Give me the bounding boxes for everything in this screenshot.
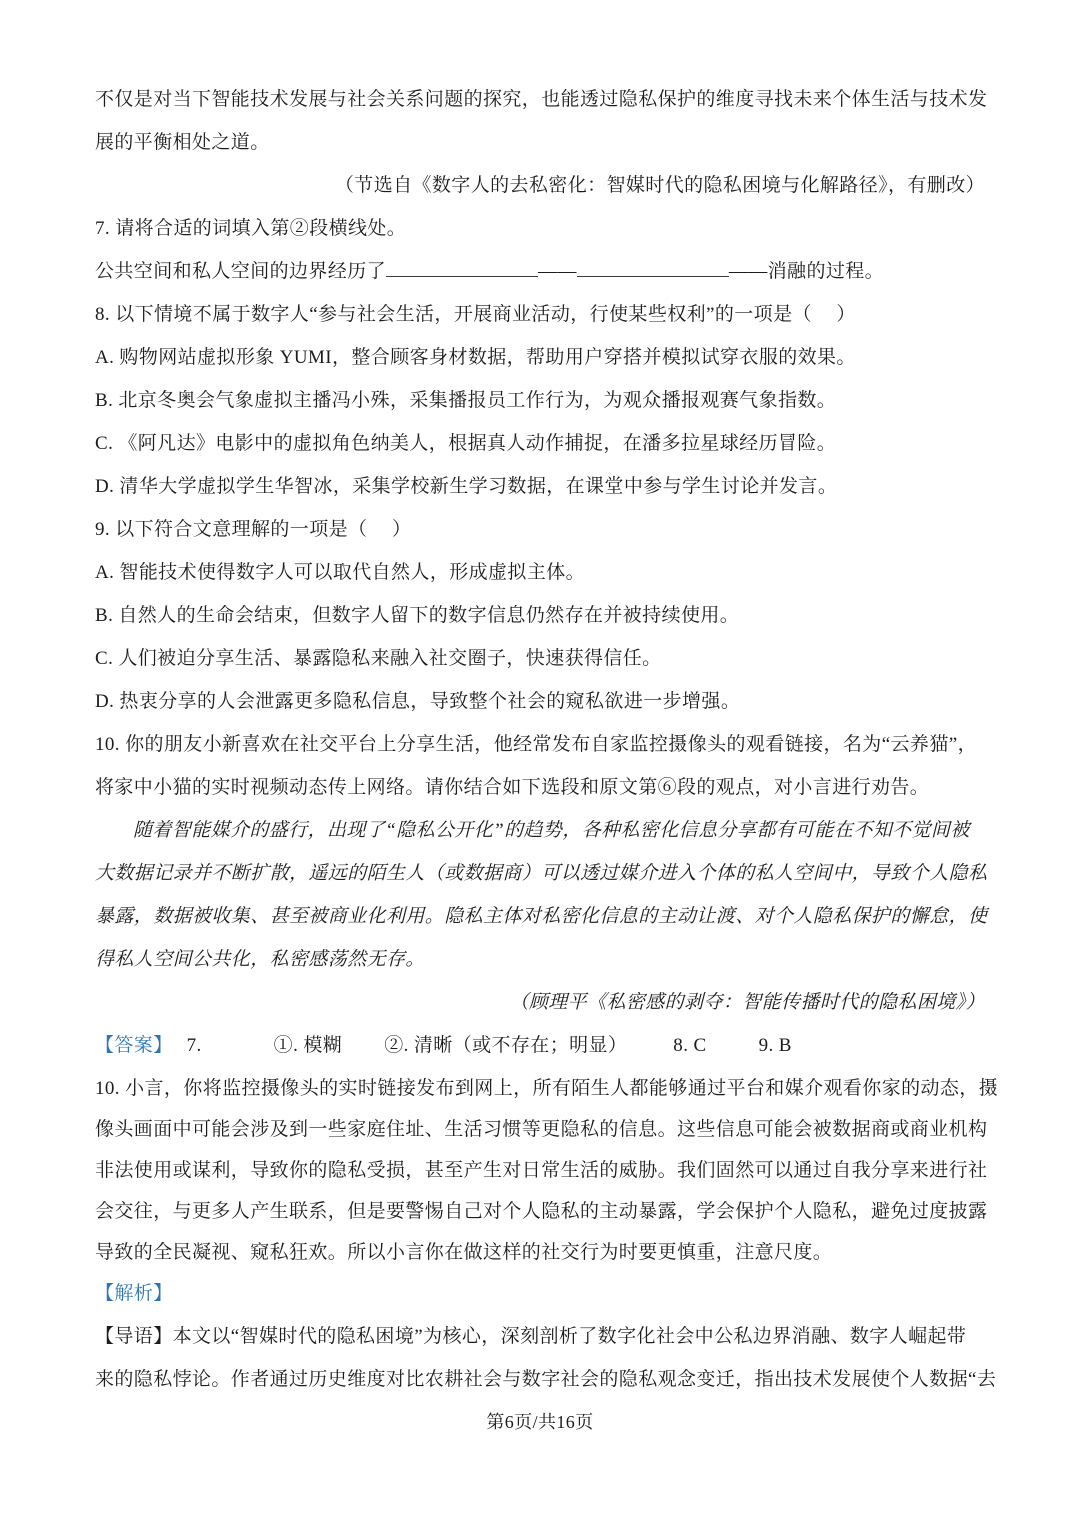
- analysis-label: 【解析】: [95, 1283, 173, 1304]
- question-8-option-a: A. 购物网站虚拟形象 YUMI，整合顾客身材数据，帮助用户穿搭并模拟试穿衣服的效果。: [95, 347, 856, 368]
- question-7-prompt: 7. 请将合适的词填入第②段横线处。: [95, 218, 407, 239]
- answer-key-line: [95, 1032, 985, 1075]
- question-10-stem-line: 将家中小猫的实时视频动态传上网络。请你结合如下选段和原文第⑥段的观点，对小言进行劝告。: [95, 777, 930, 798]
- question-9-option-b: B. 自然人的生命会结束，但数字人留下的数字信息仍然存在并被持续使用。: [95, 605, 740, 626]
- question-8-option-c: C. 《阿凡达》电影中的虚拟角色纳美人，根据真人动作捕捉，在潘多拉星球经历冒险。: [95, 433, 837, 454]
- answer-q8: 8. C: [673, 1035, 707, 1056]
- answer-10-line: 导致的全民凝视、窥私狂欢。所以小言你在做这样的社交行为时要更慎重，注意尺度。: [95, 1242, 833, 1263]
- answer-blank-1: [386, 258, 538, 277]
- quote-line: 随着智能媒介的盛行，出现了“隐私公开化”的趋势，各种私密化信息分享都有可能在不知不觉间被: [133, 820, 970, 841]
- question-9-option-a: A. 智能技术使得数字人可以取代自然人，形成虚拟主体。: [95, 562, 586, 583]
- page-number-footer: 第6页/共16页: [486, 1412, 594, 1432]
- passage-source: （节选自《数字人的去私密化：智媒时代的隐私困境与化解路径》，有删改）: [334, 175, 985, 196]
- answer-10-paragraph: [95, 1075, 999, 1280]
- analysis-label-line: [95, 1280, 985, 1323]
- question-9-stem: 9. 以下符合文意理解的一项是（ ）: [95, 519, 412, 540]
- daoyu-line: 来的隐私悖论。作者通过历史维度对比农耕社会与数字社会的隐私观念变迁，指出技术发展使个人数据“去: [95, 1369, 997, 1390]
- passage-line: 展的平衡相处之道。: [95, 132, 270, 153]
- answer-10-line: 10. 小言，你将监控摄像头的实时链接发布到网上，所有陌生人都能够通过平台和媒介观看你家的动态，摄: [95, 1078, 999, 1099]
- answer-10-line: 会交往，与更多人产生联系，但是要警惕自己对个人隐私的主动暴露，学会保护个人隐私，避免过度披露: [95, 1201, 988, 1222]
- answer-q9: 9. B: [758, 1035, 792, 1056]
- answer-q7-number: 7.: [186, 1035, 202, 1056]
- passage-line: 不仅是对当下智能技术发展与社会关系问题的探究，也能透过隐私保护的维度寻找未来个体生活与技术发: [95, 89, 988, 110]
- question-8-stem: 8. 以下情境不属于数字人“参与社会生活，开展商业活动，行使某些权利”的一项是（ ）: [95, 304, 856, 325]
- dash-separator: ——: [538, 261, 577, 283]
- quote-line: 暴露，数据被收集、甚至被商业化利用。隐私主体对私密化信息的主动让渡、对个人隐私保护的懈怠，使: [95, 906, 988, 927]
- question-9-option-d: D. 热衷分享的人会泄露更多隐私信息，导致整个社会的窥私欲进一步增强。: [95, 691, 741, 712]
- answer-10-line: 像头画面中可能会涉及到一些家庭住址、生活习惯等更隐私的信息。这些信息可能会被数据商或商业机构: [95, 1119, 988, 1140]
- question-9-option-c: C. 人们被迫分享生活、暴露隐私来融入社交圈子，快速获得信任。: [95, 648, 662, 669]
- answer-blank-2: [577, 258, 729, 277]
- question-8-option-b: B. 北京冬奥会气象虚拟主播冯小殊，采集播报员工作行为，为观众播报观赛气象指数。: [95, 390, 837, 411]
- quote-line: 大数据记录并不断扩散，遥远的陌生人（或数据商）可以透过媒介进入个体的私人空间中，导致个人隐私: [95, 863, 988, 884]
- question-7-fill-line: [95, 258, 985, 301]
- answer-q7-blank1: ①. 模糊: [273, 1035, 343, 1056]
- fill-line-prefix: 公共空间和私人空间的边界经历了: [95, 261, 387, 283]
- answer-label: 【答案】: [95, 1035, 173, 1056]
- quote-line: 得私人空间公共化，私密感荡然无存。: [95, 949, 425, 970]
- fill-line-suffix: 消融的过程。: [767, 261, 885, 283]
- daoyu-line: 【导语】本文以“智媒时代的隐私困境”为核心，深刻剖析了数字化社会中公私边界消融、数字人崛起带: [95, 1326, 967, 1347]
- dash-separator: ——: [728, 261, 768, 283]
- answer-q7-blank2: ②. 清晰（或不存在；明显）: [384, 1035, 628, 1056]
- question-10-stem-line: 10. 你的朋友小新喜欢在社交平台上分享生活，他经常发布自家监控摄像头的观看链接，名为“云养猫”，: [95, 734, 977, 755]
- answer-10-line: 非法使用或谋利，导致你的隐私受损，甚至产生对日常生活的威胁。我们固然可以通过自我分享来进行社: [95, 1160, 988, 1181]
- question-8-option-d: D. 清华大学虚拟学生华智冰，采集学校新生学习数据，在课堂中参与学生讨论并发言。: [95, 476, 838, 497]
- quote-source: （顾理平《私密感的剥夺：智能传播时代的隐私困境》）: [509, 992, 985, 1013]
